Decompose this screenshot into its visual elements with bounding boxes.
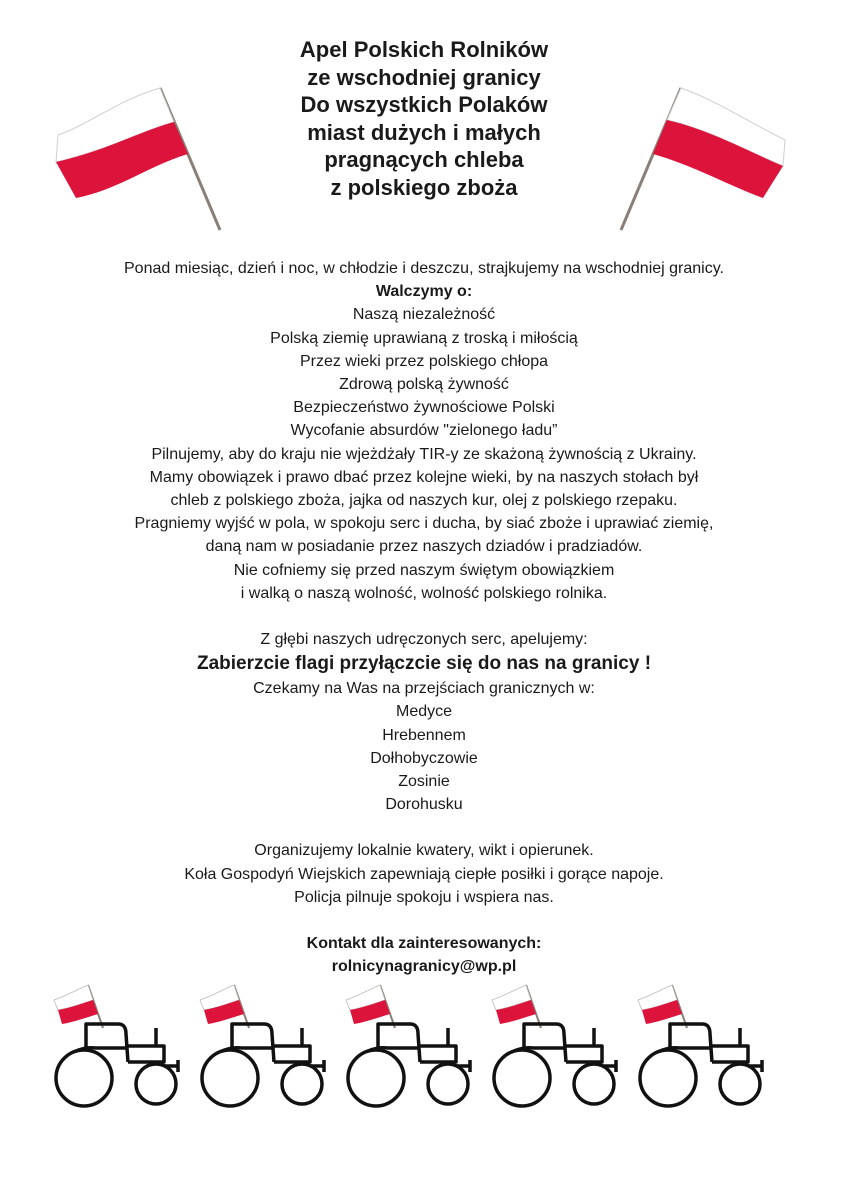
tractor-icon bbox=[54, 985, 178, 1106]
fight-heading: Walczymy o: bbox=[375, 283, 473, 301]
spacer bbox=[40, 816, 808, 839]
appeal-intro: Z głębi naszych udręczonych serc, apelujemy: bbox=[260, 631, 588, 649]
fight-item: Zdrową polską żywność bbox=[339, 376, 509, 394]
title-line: ze wschodniej granicy bbox=[307, 64, 541, 90]
title-line: Apel Polskich Rolników bbox=[299, 37, 549, 62]
tractor-icon bbox=[346, 985, 470, 1106]
title-line: pragnących chleba bbox=[324, 147, 524, 172]
fight-item: Wycofanie absurdów "zielonego ładu” bbox=[290, 422, 558, 440]
paragraph-line: Mamy obowiązek i prawo dbać przez kolejne wieki, by na naszych stołach był bbox=[149, 468, 699, 486]
paragraph-line: Pragniemy wyjść w pola, w spokoju serc i ducha, by siać zboże i uprawiać ziemię, bbox=[134, 515, 714, 533]
crossing-item: Dorohusku bbox=[385, 796, 463, 814]
logistics-line: Policja pilnuje spokoju i wspiera nas. bbox=[294, 888, 554, 906]
intro-text: Ponad miesiąc, dzień i noc, w chłodzie i deszczu, strajkujemy na wschodniej granicy. bbox=[124, 260, 724, 277]
flyer-body bbox=[40, 257, 808, 978]
fight-item: Bezpieczeństwo żywnościowe Polski bbox=[293, 399, 555, 417]
crossing-item: Medyce bbox=[395, 703, 453, 721]
logistics-line: Koła Gospodyń Wiejskich zapewniają ciepłe posiłki i gorące napoje. bbox=[184, 865, 664, 883]
tractor-icon bbox=[492, 985, 616, 1106]
paragraph-line: chleb z polskiego zboża, jajka od naszych kur, olej z polskiego rzepaku. bbox=[170, 492, 678, 510]
contact-email[interactable]: rolnicynagranicy@wp.pl bbox=[331, 958, 517, 976]
crossing-item: Zosinie bbox=[398, 773, 450, 791]
crossing-item: Hrebennem bbox=[382, 726, 466, 744]
paragraph-line: Nie cofniemy się przed naszym świętym obowiązkiem bbox=[233, 561, 615, 579]
contact-label: Kontakt dla zainteresowanych: bbox=[306, 935, 542, 953]
appeal-waiting: Czekamy na Was na przejściach granicznych w: bbox=[253, 680, 595, 698]
tractor-icon bbox=[638, 985, 762, 1106]
title-line: z polskiego zboża bbox=[330, 174, 518, 200]
appeal-callout: Zabierzcie flagi przyłączcie się do nas na granicy ! bbox=[196, 653, 652, 675]
paragraph-line: Pilnujemy, aby do kraju nie wjeżdżały TIR-y ze skażoną żywnością z Ukrainy. bbox=[151, 445, 697, 463]
title-line: Do wszystkich Polaków bbox=[300, 92, 548, 117]
flyer-title bbox=[210, 36, 638, 201]
paragraph-line: i walką o naszą wolność, wolność polskiego rolnika. bbox=[240, 584, 608, 602]
spacer bbox=[40, 605, 808, 628]
polish-flag-right-icon bbox=[615, 80, 800, 235]
crossing-item: Dołhobyczowie bbox=[370, 749, 478, 767]
tractor-icon bbox=[200, 985, 324, 1106]
logistics-line: Organizujemy lokalnie kwatery, wikt i opierunek. bbox=[254, 842, 594, 860]
title-line: miast dużych i małych bbox=[307, 119, 541, 145]
fight-item: Polską ziemię uprawianą z troską i miłością bbox=[270, 329, 578, 347]
tractors-row-icon bbox=[48, 980, 798, 1110]
fight-item: Naszą niezależność bbox=[352, 306, 496, 324]
spacer bbox=[40, 909, 808, 932]
paragraph-line: daną nam w posiadanie przez naszych dziadów i pradziadów. bbox=[205, 538, 643, 556]
polish-flag-left-icon bbox=[48, 80, 228, 235]
fight-item: Przez wieki przez polskiego chłopa bbox=[299, 352, 549, 370]
